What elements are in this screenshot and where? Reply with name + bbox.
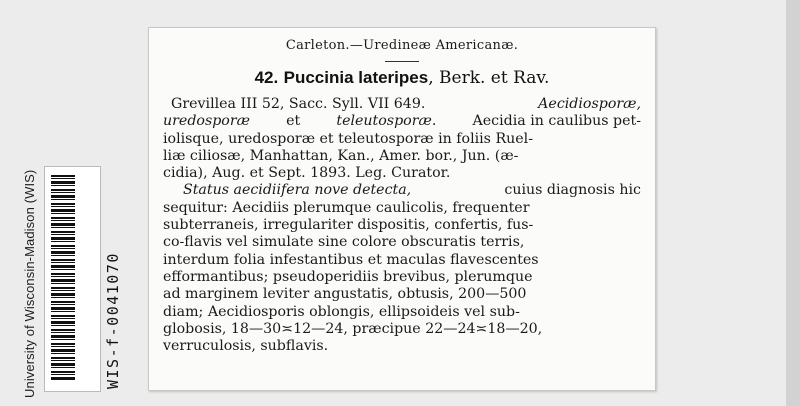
barcode-number: WIS-f-0041070 — [104, 252, 122, 389]
authority: Berk. et Rav. — [439, 68, 550, 88]
text-line: verruculosis, subflavis. — [163, 338, 329, 355]
specimen-label — [148, 27, 656, 391]
text-line: liæ ciliosæ, Manhattan, Kan., Amer. bor., Jun. (æ- — [163, 147, 519, 164]
text-line: Grevillea III 52, Sacc. Syll. VII 649. Aecidiosporæ, — [171, 96, 641, 112]
barcode-box — [44, 166, 101, 392]
text-line: Status aecidiifera nove detecta, cuius diagnosis hic — [183, 182, 641, 199]
text-line: interdum folia infestantibus et maculas flavescentes — [163, 251, 539, 268]
text-line: diam; Aecidiosporis oblongis, ellipsoideis vel sub- — [163, 303, 520, 320]
text-line: uredosporæ et teleutosporæ. Aecidia in caulibus pet- — [163, 113, 641, 130]
text-line: subterraneis, irregulariter dispositis, confertis, fus- — [163, 217, 534, 234]
text-line: globosis, 18—30≍12—24, præcipue 22—24≍18—20, — [163, 320, 543, 337]
institution-label: University of Wisconsin-Madison (WIS) — [22, 169, 37, 398]
label-body — [163, 96, 641, 355]
text-line: sequitur: Aecidiis plerumque caulicolis, frequenter — [163, 199, 530, 216]
text-line: iolisque, uredosporæ et teleutosporæ in foliis Ruel- — [163, 130, 534, 147]
label-title: 42. Puccinia lateripes, Berk. et Rav. — [254, 68, 550, 88]
species-name: Puccinia lateripes — [283, 68, 429, 87]
text-line: cidia), Aug. et Sept. 1893. Leg. Curator. — [163, 165, 451, 182]
scan-edge — [786, 0, 800, 406]
text-line: efformantibus; pseudoperidiis brevibus, plerumque — [163, 268, 533, 285]
label-header: Carleton.—Uredineæ Americanæ. — [285, 38, 519, 53]
text-line: co-flavis vel simulate sine colore obscuratis terris, — [163, 234, 525, 251]
text-line: ad marginem leviter angustatis, obtusis, 200—500 — [163, 286, 527, 303]
specimen-number: 42. — [254, 68, 279, 87]
header-rule — [385, 61, 419, 62]
barcode-graphic — [51, 175, 75, 381]
sidebar — [0, 0, 122, 406]
